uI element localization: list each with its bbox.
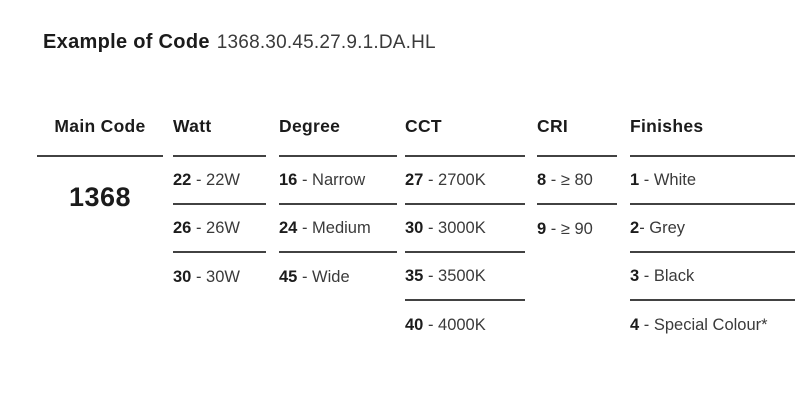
- cri-option: [537, 157, 617, 205]
- option-code: 30: [173, 267, 192, 286]
- option-code: 45: [279, 267, 298, 286]
- column-cri: [537, 113, 617, 253]
- option-code: 1: [630, 170, 640, 189]
- option-label: - 26W: [191, 218, 240, 237]
- column-header-degree: Degree: [279, 113, 397, 157]
- option-code: 26: [173, 218, 192, 237]
- option-label: - Narrow: [297, 170, 366, 189]
- option-code: 27: [405, 170, 424, 189]
- degree-option: [279, 205, 397, 253]
- option-label: - Medium: [297, 218, 371, 237]
- option-label: - ≥ 80: [546, 170, 593, 189]
- finish-option: [630, 253, 795, 301]
- option-label: - Special Colour*: [639, 315, 768, 334]
- option-code: 35: [405, 266, 424, 285]
- degree-option: [279, 253, 397, 301]
- cri-option: [537, 205, 617, 253]
- code-structure-table: [37, 113, 795, 349]
- option-label: - 22W: [191, 170, 240, 189]
- column-header-cri: CRI: [537, 113, 617, 157]
- option-code: 4: [630, 315, 640, 334]
- option-label: - 3000K: [423, 218, 486, 237]
- degree-option: [279, 157, 397, 205]
- option-label: - 30W: [191, 267, 240, 286]
- main-code-value: 1368: [68, 181, 132, 212]
- option-label: - 4000K: [423, 315, 486, 334]
- column-header-cct: CCT: [405, 113, 525, 157]
- option-label: - Grey: [639, 218, 686, 237]
- option-label: - White: [639, 170, 697, 189]
- option-label: - 2700K: [423, 170, 486, 189]
- option-code: 2: [630, 218, 640, 237]
- option-label: - ≥ 90: [546, 219, 593, 238]
- cct-option: [405, 157, 525, 205]
- cct-option: [405, 253, 525, 301]
- title-label: Example of Code: [43, 31, 210, 53]
- option-label: - Wide: [297, 267, 350, 286]
- watt-option: [173, 157, 266, 205]
- option-label: - 3500K: [423, 266, 486, 285]
- finish-option: [630, 301, 795, 349]
- option-code: 8: [537, 170, 547, 189]
- finish-option: [630, 157, 795, 205]
- column-header-watt: Watt: [173, 113, 266, 157]
- option-code: 9: [537, 219, 547, 238]
- column-header-finishes: Finishes: [630, 113, 795, 157]
- option-code: 16: [279, 170, 298, 189]
- column-degree: [279, 113, 397, 301]
- column-watt: [173, 113, 266, 301]
- column-header-main-code: Main Code: [37, 113, 163, 157]
- page-title: [43, 31, 436, 54]
- watt-option: [173, 253, 266, 301]
- cct-option: [405, 301, 525, 349]
- cct-option: [405, 205, 525, 253]
- finish-option: [630, 205, 795, 253]
- option-code: 24: [279, 218, 298, 237]
- option-code: 40: [405, 315, 424, 334]
- column-main-code: [37, 113, 163, 237]
- column-finishes: [630, 113, 795, 349]
- option-code: 30: [405, 218, 424, 237]
- column-cct: [405, 113, 525, 349]
- title-example-code: 1368.30.45.27.9.1.DA.HL: [216, 32, 436, 53]
- option-label: - Black: [639, 266, 695, 285]
- option-code: 22: [173, 170, 192, 189]
- watt-option: [173, 205, 266, 253]
- option-code: 3: [630, 266, 640, 285]
